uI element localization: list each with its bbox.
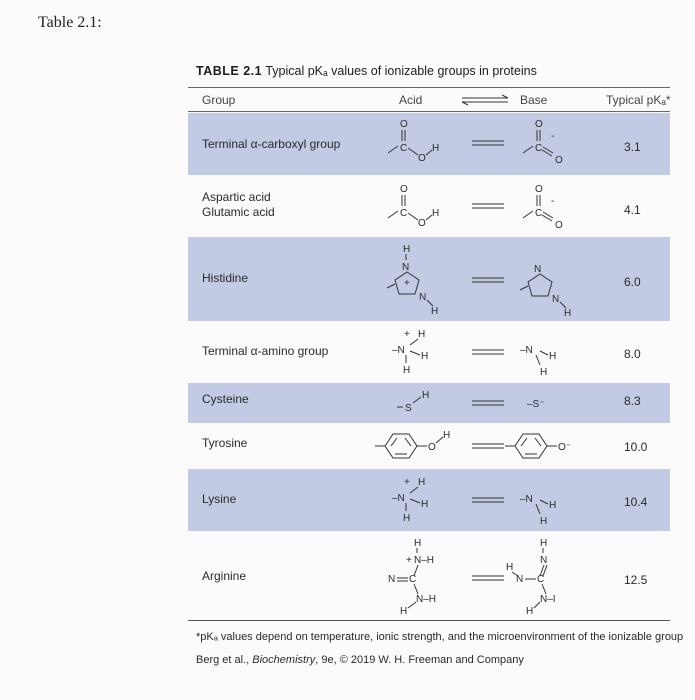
svg-text:-: - bbox=[551, 131, 555, 142]
svg-text:C: C bbox=[535, 208, 543, 219]
equilibrium-arrow bbox=[470, 441, 506, 451]
svg-text:H: H bbox=[526, 606, 534, 617]
acid-structure-carboxyl-side bbox=[380, 178, 460, 238]
equilibrium-arrow bbox=[470, 275, 506, 285]
base-structure-amine bbox=[518, 335, 578, 385]
group-name-line1: Aspartic acid bbox=[202, 190, 271, 204]
header-group: Group bbox=[202, 93, 236, 107]
acid-structure-ammonium bbox=[390, 323, 450, 383]
group-name: Terminal α-amino group bbox=[202, 344, 329, 358]
acid-structure-carboxyl bbox=[380, 113, 460, 173]
acid-structure-imidazolium bbox=[385, 240, 455, 320]
header-base: Base bbox=[520, 93, 548, 107]
acid-structure-guanidinium bbox=[388, 534, 468, 618]
svg-text:H: H bbox=[564, 308, 572, 319]
svg-text:H: H bbox=[432, 208, 440, 219]
svg-text:H: H bbox=[403, 244, 411, 255]
svg-text:H: H bbox=[421, 499, 429, 510]
svg-text:H: H bbox=[432, 143, 440, 154]
svg-text:H: H bbox=[540, 538, 548, 549]
svg-text:O: O bbox=[418, 218, 426, 229]
svg-text:H: H bbox=[506, 562, 514, 573]
equilibrium-arrow bbox=[470, 573, 506, 583]
base-structure-lysine-amine bbox=[518, 484, 578, 534]
header-top-rule bbox=[188, 87, 670, 88]
pka-value: 8.0 bbox=[624, 347, 641, 361]
base-structure-phenolate bbox=[505, 424, 595, 468]
svg-text:–N: –N bbox=[392, 345, 405, 356]
svg-text:+: + bbox=[404, 477, 410, 488]
table-caption bbox=[196, 64, 537, 78]
table-label: TABLE 2.1 bbox=[196, 64, 263, 78]
base-structure-guanidine bbox=[506, 534, 586, 618]
source-prefix: Berg et al., bbox=[196, 654, 253, 666]
svg-text:C: C bbox=[409, 574, 417, 585]
svg-text:N–H: N–H bbox=[414, 555, 435, 566]
svg-text:C: C bbox=[400, 143, 408, 154]
svg-text:O: O bbox=[555, 220, 563, 231]
svg-text:N–H: N–H bbox=[416, 594, 437, 605]
pka-value: 8.3 bbox=[624, 394, 641, 408]
equilibrium-arrow bbox=[470, 347, 506, 357]
svg-text:-: - bbox=[551, 196, 555, 207]
svg-text:H: H bbox=[418, 329, 426, 340]
svg-text:N: N bbox=[402, 262, 410, 273]
svg-text:O: O bbox=[428, 442, 436, 453]
base-structure-carboxylate bbox=[515, 113, 585, 173]
equilibrium-arrow bbox=[470, 495, 506, 505]
svg-text:O: O bbox=[535, 184, 543, 195]
svg-text:O: O bbox=[535, 119, 543, 130]
svg-text:N–I: N–I bbox=[540, 594, 556, 605]
svg-text:N: N bbox=[552, 294, 560, 305]
footer-rule bbox=[188, 620, 670, 621]
svg-text:O: O bbox=[400, 184, 408, 195]
svg-text:H: H bbox=[431, 306, 439, 317]
svg-text:N: N bbox=[516, 574, 524, 585]
svg-text:C: C bbox=[400, 208, 408, 219]
equilibrium-arrow bbox=[470, 201, 506, 211]
svg-text:H: H bbox=[540, 367, 548, 378]
acid-structure-lysine-ammonium bbox=[390, 471, 450, 531]
source-suffix: , 9e, © 2019 W. H. Freeman and Company bbox=[315, 654, 524, 666]
svg-text:N: N bbox=[540, 555, 548, 566]
equilibrium-arrow bbox=[470, 398, 506, 408]
svg-text:O: O bbox=[555, 155, 563, 166]
table-caption-text: Typical pKₐ values of ionizable groups in proteins bbox=[265, 64, 537, 78]
footnote: *pKₐ values depend on temperature, ionic strength, and the microenvironment of the ionizable group bbox=[196, 631, 684, 643]
svg-text:H: H bbox=[443, 430, 451, 441]
svg-text:H: H bbox=[422, 390, 430, 401]
svg-text:N: N bbox=[534, 264, 542, 275]
svg-text:H: H bbox=[549, 351, 557, 362]
base-structure-imidazole bbox=[512, 250, 582, 320]
header-acid: Acid bbox=[399, 93, 423, 107]
base-structure-carboxylate-side bbox=[515, 178, 585, 238]
header-equilibrium-arrow bbox=[460, 95, 512, 105]
acid-structure-phenol bbox=[375, 424, 470, 468]
svg-text:C: C bbox=[535, 143, 543, 154]
svg-text:+: + bbox=[404, 278, 410, 289]
svg-text:O: O bbox=[400, 119, 408, 130]
group-name: Lysine bbox=[202, 492, 237, 506]
svg-text:+: + bbox=[404, 329, 410, 340]
group-name-line2: Glutamic acid bbox=[202, 205, 275, 219]
group-name: Cysteine bbox=[202, 392, 249, 406]
svg-text:N: N bbox=[419, 292, 427, 303]
svg-text:O: O bbox=[418, 153, 426, 164]
pka-value: 6.0 bbox=[624, 275, 641, 289]
svg-text:H: H bbox=[403, 513, 411, 524]
svg-text:C: C bbox=[537, 574, 545, 585]
page-title: Table 2.1: bbox=[38, 14, 102, 31]
svg-text:–S⁻: –S⁻ bbox=[527, 399, 545, 410]
acid-structure-thiol bbox=[395, 385, 445, 421]
pka-value: 10.0 bbox=[624, 440, 648, 454]
svg-text:S: S bbox=[405, 403, 412, 414]
svg-text:H: H bbox=[400, 606, 408, 617]
source-citation bbox=[196, 654, 524, 666]
group-name: Arginine bbox=[202, 569, 247, 583]
group-name: Histidine bbox=[202, 271, 249, 285]
pka-value: 3.1 bbox=[624, 140, 641, 154]
svg-text:–N: –N bbox=[520, 494, 533, 505]
source-title: Biochemistry bbox=[252, 654, 316, 666]
svg-text:H: H bbox=[414, 538, 422, 549]
svg-text:O⁻: O⁻ bbox=[558, 442, 572, 453]
header-pka: Typical pKₐ* bbox=[606, 93, 671, 107]
svg-text:–N: –N bbox=[392, 493, 405, 504]
svg-text:H: H bbox=[540, 516, 548, 527]
svg-text:H: H bbox=[403, 365, 411, 376]
group-name: Terminal α-carboxyl group bbox=[202, 137, 341, 151]
base-structure-thiolate bbox=[525, 391, 565, 415]
svg-text:–N: –N bbox=[520, 345, 533, 356]
svg-text:H: H bbox=[549, 500, 557, 511]
header-bottom-rule bbox=[188, 111, 670, 112]
pka-value: 4.1 bbox=[624, 203, 641, 217]
equilibrium-arrow bbox=[470, 138, 506, 148]
svg-text:H: H bbox=[421, 351, 429, 362]
svg-text:+: + bbox=[406, 555, 412, 566]
pka-value: 10.4 bbox=[624, 495, 648, 509]
svg-text:N: N bbox=[388, 574, 396, 585]
group-name: Tyrosine bbox=[202, 436, 248, 450]
svg-text:H: H bbox=[418, 477, 426, 488]
pka-value: 12.5 bbox=[624, 573, 648, 587]
